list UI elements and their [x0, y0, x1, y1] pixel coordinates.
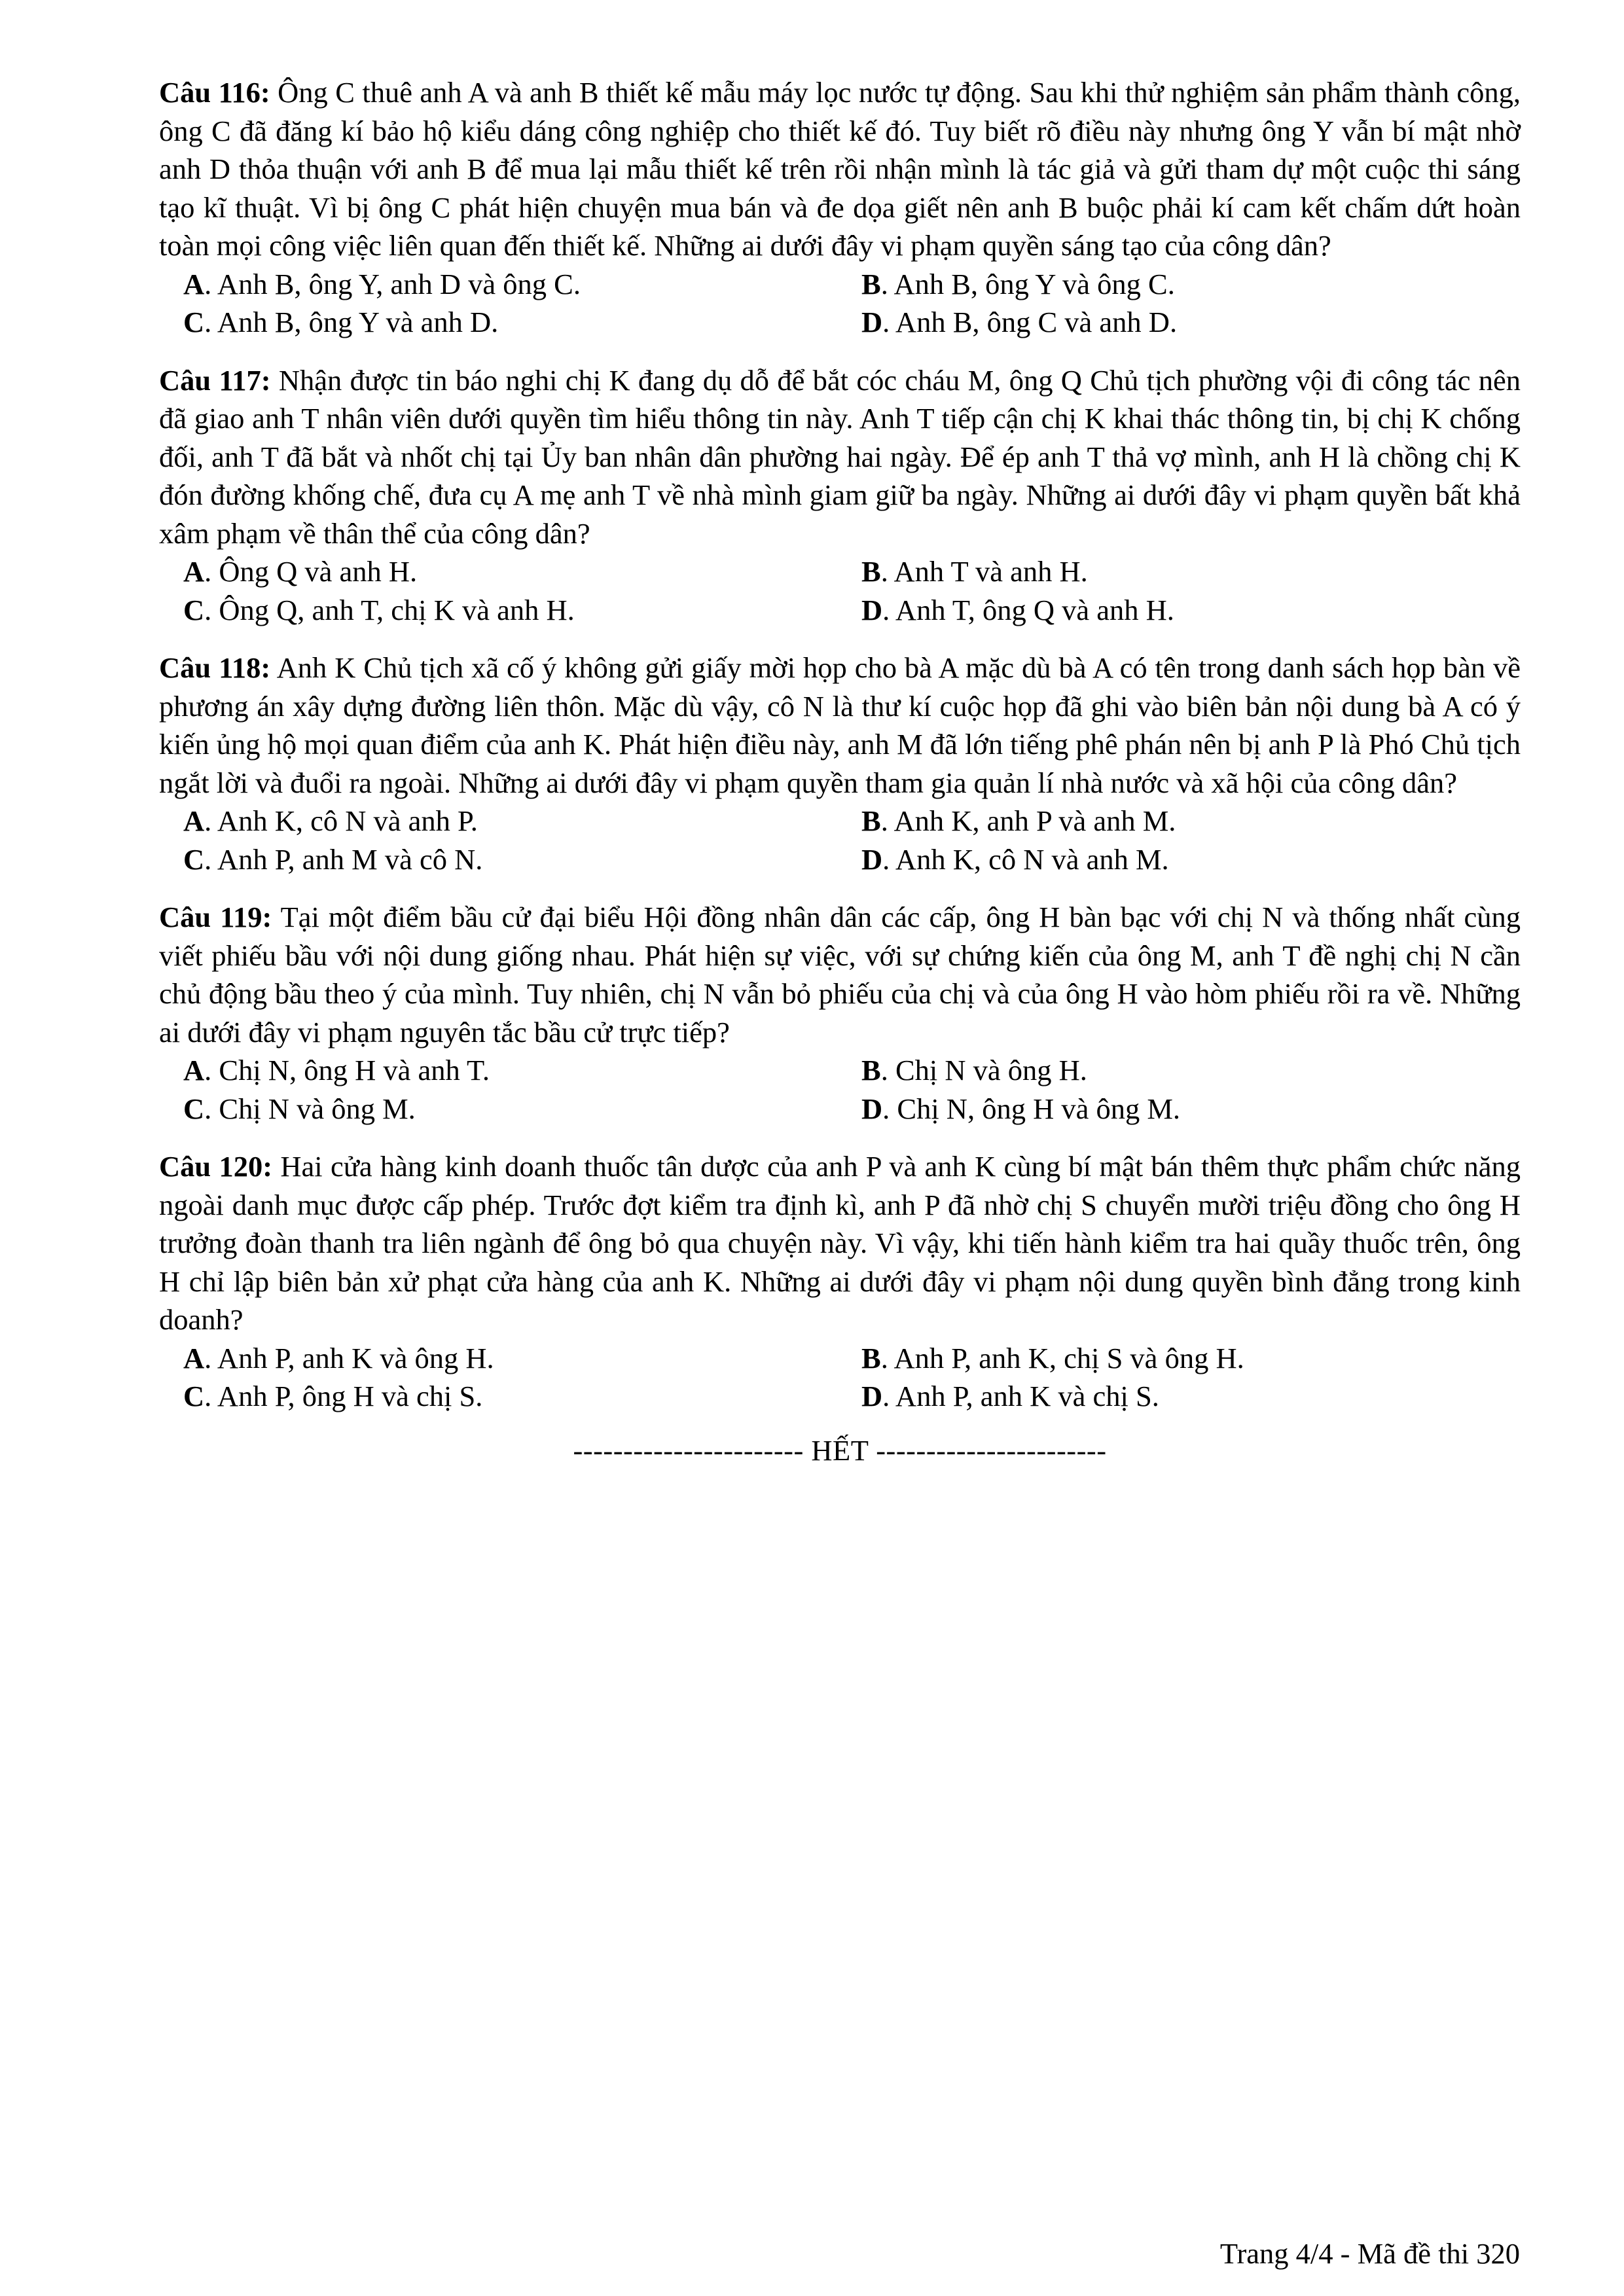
option-c[interactable]: C. Anh B, ông Y và anh D.: [183, 306, 499, 338]
option-d[interactable]: D. Anh B, ông C và anh D.: [861, 306, 1178, 338]
question-number: Câu 117:: [159, 363, 271, 397]
option-c[interactable]: C. Ông Q, anh T, chị K và anh H.: [183, 593, 575, 626]
answer-options: [159, 1051, 1521, 1128]
exam-page: [159, 73, 1521, 1469]
option-a[interactable]: A. Chị N, ông H và anh T.: [183, 1054, 490, 1086]
question-text: Tại một điểm bầu cử đại biểu Hội đồng nhân dân các cấp, ông H bàn bạc với chị N và thống nhất cùng viết phiếu bầu với nội dung giống nhau. Phát hiện sự việc, với sự chứng kiến của ông M, anh T đề nghị chị N cần chủ động bầu theo ý của mình. Tuy nhiên, chị N vẫn bỏ phiếu của chị và của ông H vào hòm phiếu rồi ra về. Những ai dưới đây vi phạm nguyên tắc bầu cử trực tiếp?: [159, 901, 1521, 1049]
question-118: [159, 649, 1521, 878]
question-stem: [159, 1147, 1521, 1339]
question-120: [159, 1147, 1521, 1416]
page-footer: Trang 4/4 - Mã đề thi 320: [1219, 2237, 1520, 2270]
option-b[interactable]: B. Anh B, ông Y và ông C.: [861, 267, 1175, 300]
option-d[interactable]: D. Anh T, ông Q và anh H.: [861, 593, 1174, 626]
question-number: Câu 119:: [159, 901, 272, 933]
end-marker: ----------------------- HẾT -----------------------: [573, 1433, 1107, 1467]
question-stem: [159, 73, 1521, 265]
question-stem: [159, 361, 1521, 553]
option-b[interactable]: B. Anh K, anh P và anh M.: [861, 804, 1176, 837]
option-b[interactable]: B. Anh T và anh H.: [861, 555, 1088, 588]
question-text: Hai cửa hàng kinh doanh thuốc tân dược của anh P và anh K cùng bí mật bán thêm thực phẩm chức năng ngoài danh mục được cấp phép. Trước đợt kiểm tra định kì, anh P đã nhờ chị S chuyển mười triệu đồng cho ông H trưởng đoàn thanh tra liên ngành để ông bỏ qua chuyện này. Vì vậy, khi tiến hành kiểm tra hai quầy thuốc trên, ông H chỉ lập biên bản xử phạt cửa hàng của anh K. Những ai dưới đây vi phạm nội dung quyền bình đẳng trong kinh doanh?: [159, 1150, 1521, 1336]
question-number: Câu 118:: [159, 651, 271, 684]
option-c[interactable]: C. Anh P, anh M và cô N.: [183, 842, 483, 876]
answer-options: [159, 265, 1521, 342]
option-c[interactable]: C. Chị N và ông M.: [183, 1092, 416, 1125]
question-117: [159, 361, 1521, 630]
question-text: Ông C thuê anh A và anh B thiết kế mẫu máy lọc nước tự động. Sau khi thử nghiệm sản phẩm thành công, ông C đã đăng kí bảo hộ kiểu dáng công nghiệp cho thiết kế đó. Tuy biết rõ điều này nhưng ông Y vẫn bí mật nhờ anh D thỏa thuận với anh B để mua lại mẫu thiết kế trên rồi nhận mình là tác giả và gửi tham dự một cuộc thi sáng tạo kĩ thuật. Vì bị ông C phát hiện chuyện mua bán và đe dọa giết nên anh B buộc phải kí cam kết chấm dứt hoàn toàn mọi công việc liên quan đến thiết kế. Những ai dưới đây vi phạm quyền sáng tạo của công dân?: [159, 76, 1521, 262]
question-number: Câu 120:: [159, 1150, 273, 1183]
question-number: Câu 116:: [159, 76, 270, 109]
question-119: [159, 898, 1521, 1128]
option-d[interactable]: D. Anh K, cô N và anh M.: [861, 842, 1169, 876]
question-stem: [159, 898, 1521, 1051]
option-c[interactable]: C. Anh P, ông H và chị S.: [183, 1380, 483, 1412]
answer-options: [159, 552, 1521, 629]
question-stem: [159, 649, 1521, 802]
option-d[interactable]: D. Anh P, anh K và chị S.: [861, 1380, 1159, 1412]
question-text: Nhận được tin báo nghi chị K đang dụ dỗ để bắt cóc cháu M, ông Q Chủ tịch phường vội đi công tác nên đã giao anh T nhân viên dưới quyền tìm hiểu thông tin này. Anh T tiếp cận chị K khai thác thông tin, bị chị K chống đối, anh T đã bắt và nhốt chị tại Ủy ban nhân dân phường hai ngày. Để ép anh T thả vợ mình, anh H là chồng chị K đón đường khống chế, đưa cụ A mẹ anh T về nhà mình giam giữ ba ngày. Những ai dưới đây vi phạm quyền bất khả xâm phạm về thân thể của công dân?: [159, 363, 1521, 550]
option-a[interactable]: A. Ông Q và anh H.: [183, 555, 418, 588]
option-b[interactable]: B. Anh P, anh K, chị S và ông H.: [861, 1341, 1244, 1374]
option-d[interactable]: D. Chị N, ông H và ông M.: [861, 1092, 1181, 1125]
question-116: [159, 73, 1521, 342]
option-a[interactable]: A. Anh B, ông Y, anh D và ông C.: [183, 267, 581, 300]
option-a[interactable]: A. Anh P, anh K và ông H.: [183, 1341, 494, 1374]
answer-options: [159, 802, 1521, 878]
answer-options: [159, 1339, 1521, 1416]
option-b[interactable]: B. Chị N và ông H.: [861, 1054, 1087, 1086]
option-a[interactable]: A. Anh K, cô N và anh P.: [183, 804, 478, 837]
question-text: Anh K Chủ tịch xã cố ý không gửi giấy mời họp cho bà A mặc dù bà A có tên trong danh sách họp bàn về phương án xây dựng đường liên thôn. Mặc dù vậy, cô N là thư kí cuộc họp đã ghi vào biên bản nội dung bà A có ý kiến ủng hộ mọi quan điểm của anh K. Phát hiện điều này, anh M đã lớn tiếng phê phán nên bị anh P là Phó Chủ tịch ngắt lời và đuổi ra ngoài. Những ai dưới đây vi phạm quyền tham gia quản lí nhà nước và xã hội của công dân?: [159, 651, 1521, 799]
